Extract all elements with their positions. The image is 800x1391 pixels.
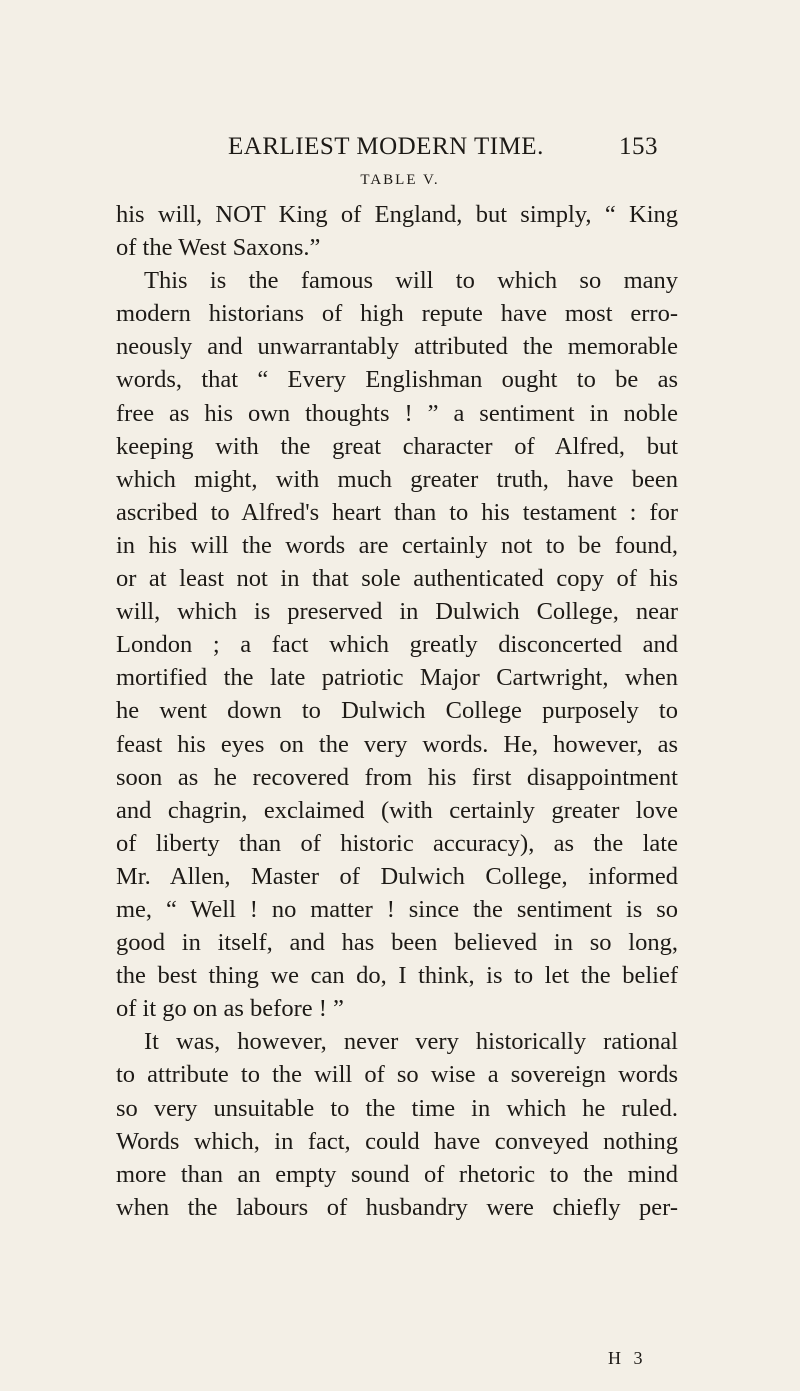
text-line: free as his own thoughts ! ” a sentiment in noble xyxy=(116,399,678,427)
table-label: TABLE V. xyxy=(360,172,440,188)
text-line: words, that “ Every Englishman ought to be as xyxy=(116,366,678,394)
text-line: feast his eyes on the very words. He, however, as xyxy=(116,730,678,758)
text-line: ascribed to Alfred's heart than to his testament : for xyxy=(116,498,678,526)
text-line: keeping with the great character of Alfred, but xyxy=(116,432,678,460)
text-line: he went down to Dulwich College purposely to xyxy=(116,697,678,725)
text-line: me, “ Well ! no matter ! since the sentiment is so xyxy=(116,895,678,923)
text-line: the best thing we can do, I think, is to let the belief xyxy=(116,962,678,990)
text-line: which might, with much greater truth, have been xyxy=(116,465,678,493)
text-line: of it go on as before ! ” xyxy=(116,995,344,1023)
text-line: to attribute to the will of so wise a sovereign words xyxy=(116,1061,678,1089)
text-line: neously and unwarrantably attributed the memorable xyxy=(116,333,678,361)
text-line: London ; a fact which greatly disconcerted and xyxy=(116,631,678,659)
text-line: his will, NOT King of England, but simply, “ King xyxy=(116,201,678,228)
text-line: so very unsuitable to the time in which he ruled. xyxy=(116,1094,678,1122)
text-line: soon as he recovered from his first disappointment xyxy=(116,763,678,791)
text-line: when the labours of husbandry were chiefly per- xyxy=(116,1193,678,1221)
text-line: of the West Saxons.” xyxy=(116,234,321,262)
text-line: It was, however, never very historically rational xyxy=(144,1028,678,1056)
text-line: Words which, in fact, could have conveyed nothing xyxy=(116,1127,678,1155)
text-line: will, which is preserved in Dulwich College, near xyxy=(116,598,678,626)
text-line: This is the famous will to which so many xyxy=(144,267,678,295)
text-line: and chagrin, exclaimed (with certainly greater love xyxy=(116,796,678,824)
text-line: Mr. Allen, Master of Dulwich College, informed xyxy=(116,862,678,890)
running-title: EARLIEST MODERN TIME. xyxy=(228,133,544,160)
text-line: or at least not in that sole authenticated copy of his xyxy=(116,565,678,593)
text-line: more than an empty sound of rhetoric to the mind xyxy=(116,1160,678,1188)
text-line: good in itself, and has been believed in so long, xyxy=(116,929,678,957)
text-line: modern historians of high repute have most erro- xyxy=(116,300,678,328)
text-line: mortified the late patriotic Major Cartwright, when xyxy=(116,664,678,692)
signature-mark: H 3 xyxy=(608,1348,647,1368)
page-number: 153 xyxy=(619,133,658,160)
body-text xyxy=(116,198,678,1224)
text-line: in his will the words are certainly not to be found, xyxy=(116,531,678,559)
text-line: of liberty than of historic accuracy), as the late xyxy=(116,829,678,857)
